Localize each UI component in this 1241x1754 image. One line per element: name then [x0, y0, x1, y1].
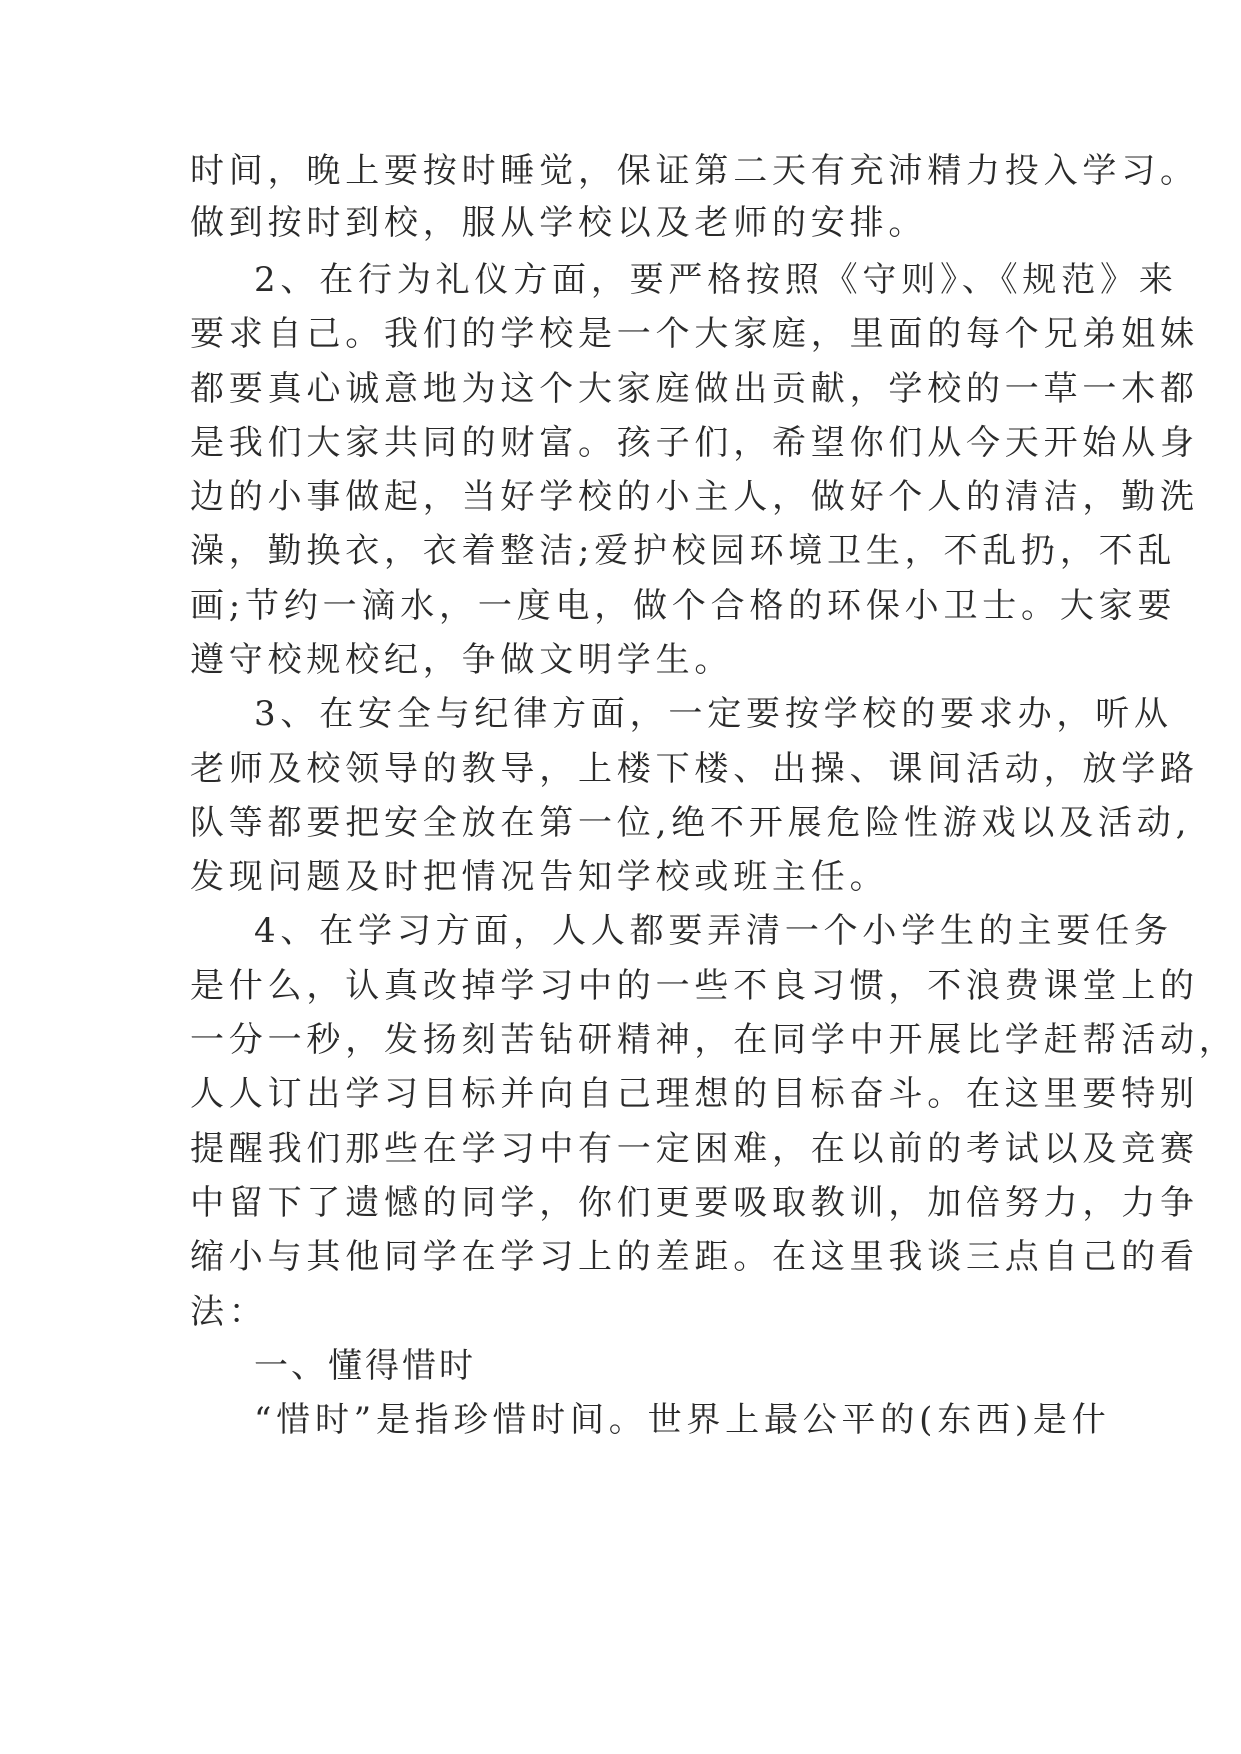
paragraph-line: 人人订出学习目标并向自己理想的目标奋斗。在这里要特别	[190, 1074, 1199, 1114]
paragraph-line: 画;节约一滴水，一度电，做个合格的环保小卫士。大家要	[190, 586, 1177, 626]
paragraph-line: “惜时”是指珍惜时间。世界上最公平的(东西)是什	[254, 1400, 1111, 1440]
paragraph-line: 做到按时到校，服从学校以及老师的安排。	[190, 203, 928, 243]
paragraph-line: 3、在安全与纪律方面，一定要按学校的要求办，听从	[254, 694, 1173, 734]
paragraph-line: 一分一秒，发扬刻苦钻研精神，在同学中开展比学赶帮活动，	[190, 1020, 1238, 1060]
paragraph-line: 都要真心诚意地为这个大家庭做出贡献，学校的一草一木都	[190, 369, 1199, 409]
paragraph-line: 要求自己。我们的学校是一个大家庭，里面的每个兄弟姐妹	[190, 314, 1199, 354]
paragraph-line: 2、在行为礼仪方面，要严格按照《守则》、《规范》来	[254, 260, 1178, 300]
paragraph-line: 时间，晚上要按时睡觉，保证第二天有充沛精力投入学习。	[190, 151, 1199, 191]
paragraph-line: 老师及校领导的教导，上楼下楼、出操、课间活动，放学路	[190, 749, 1199, 789]
paragraph-line: 中留下了遗憾的同学，你们更要吸取教训，加倍努力，力争	[190, 1183, 1199, 1223]
paragraph-line: 缩小与其他同学在学习上的差距。在这里我谈三点自己的看	[190, 1237, 1199, 1277]
section-heading: 一、懂得惜时	[254, 1346, 476, 1386]
paragraph-line: 是我们大家共同的财富。孩子们，希望你们从今天开始从身	[190, 423, 1199, 463]
paragraph-line: 队等都要把安全放在第一位,绝不开展危险性游戏以及活动,	[190, 803, 1192, 843]
paragraph-line: 澡，勤换衣，衣着整洁;爱护校园环境卫生，不乱扔，不乱	[190, 531, 1177, 571]
paragraph-line: 边的小事做起，当好学校的小主人，做好个人的清洁，勤洗	[190, 477, 1199, 517]
paragraph-line: 提醒我们那些在学习中有一定困难，在以前的考试以及竞赛	[190, 1129, 1199, 1169]
paragraph-line: 4、在学习方面，人人都要弄清一个小学生的主要任务	[254, 911, 1173, 951]
paragraph-line: 是什么，认真改掉学习中的一些不良习惯，不浪费课堂上的	[190, 966, 1199, 1006]
paragraph-line: 发现问题及时把情况告知学校或班主任。	[190, 857, 889, 897]
paragraph-line: 法：	[190, 1292, 268, 1332]
paragraph-line: 遵守校规校纪，争做文明学生。	[190, 640, 734, 680]
